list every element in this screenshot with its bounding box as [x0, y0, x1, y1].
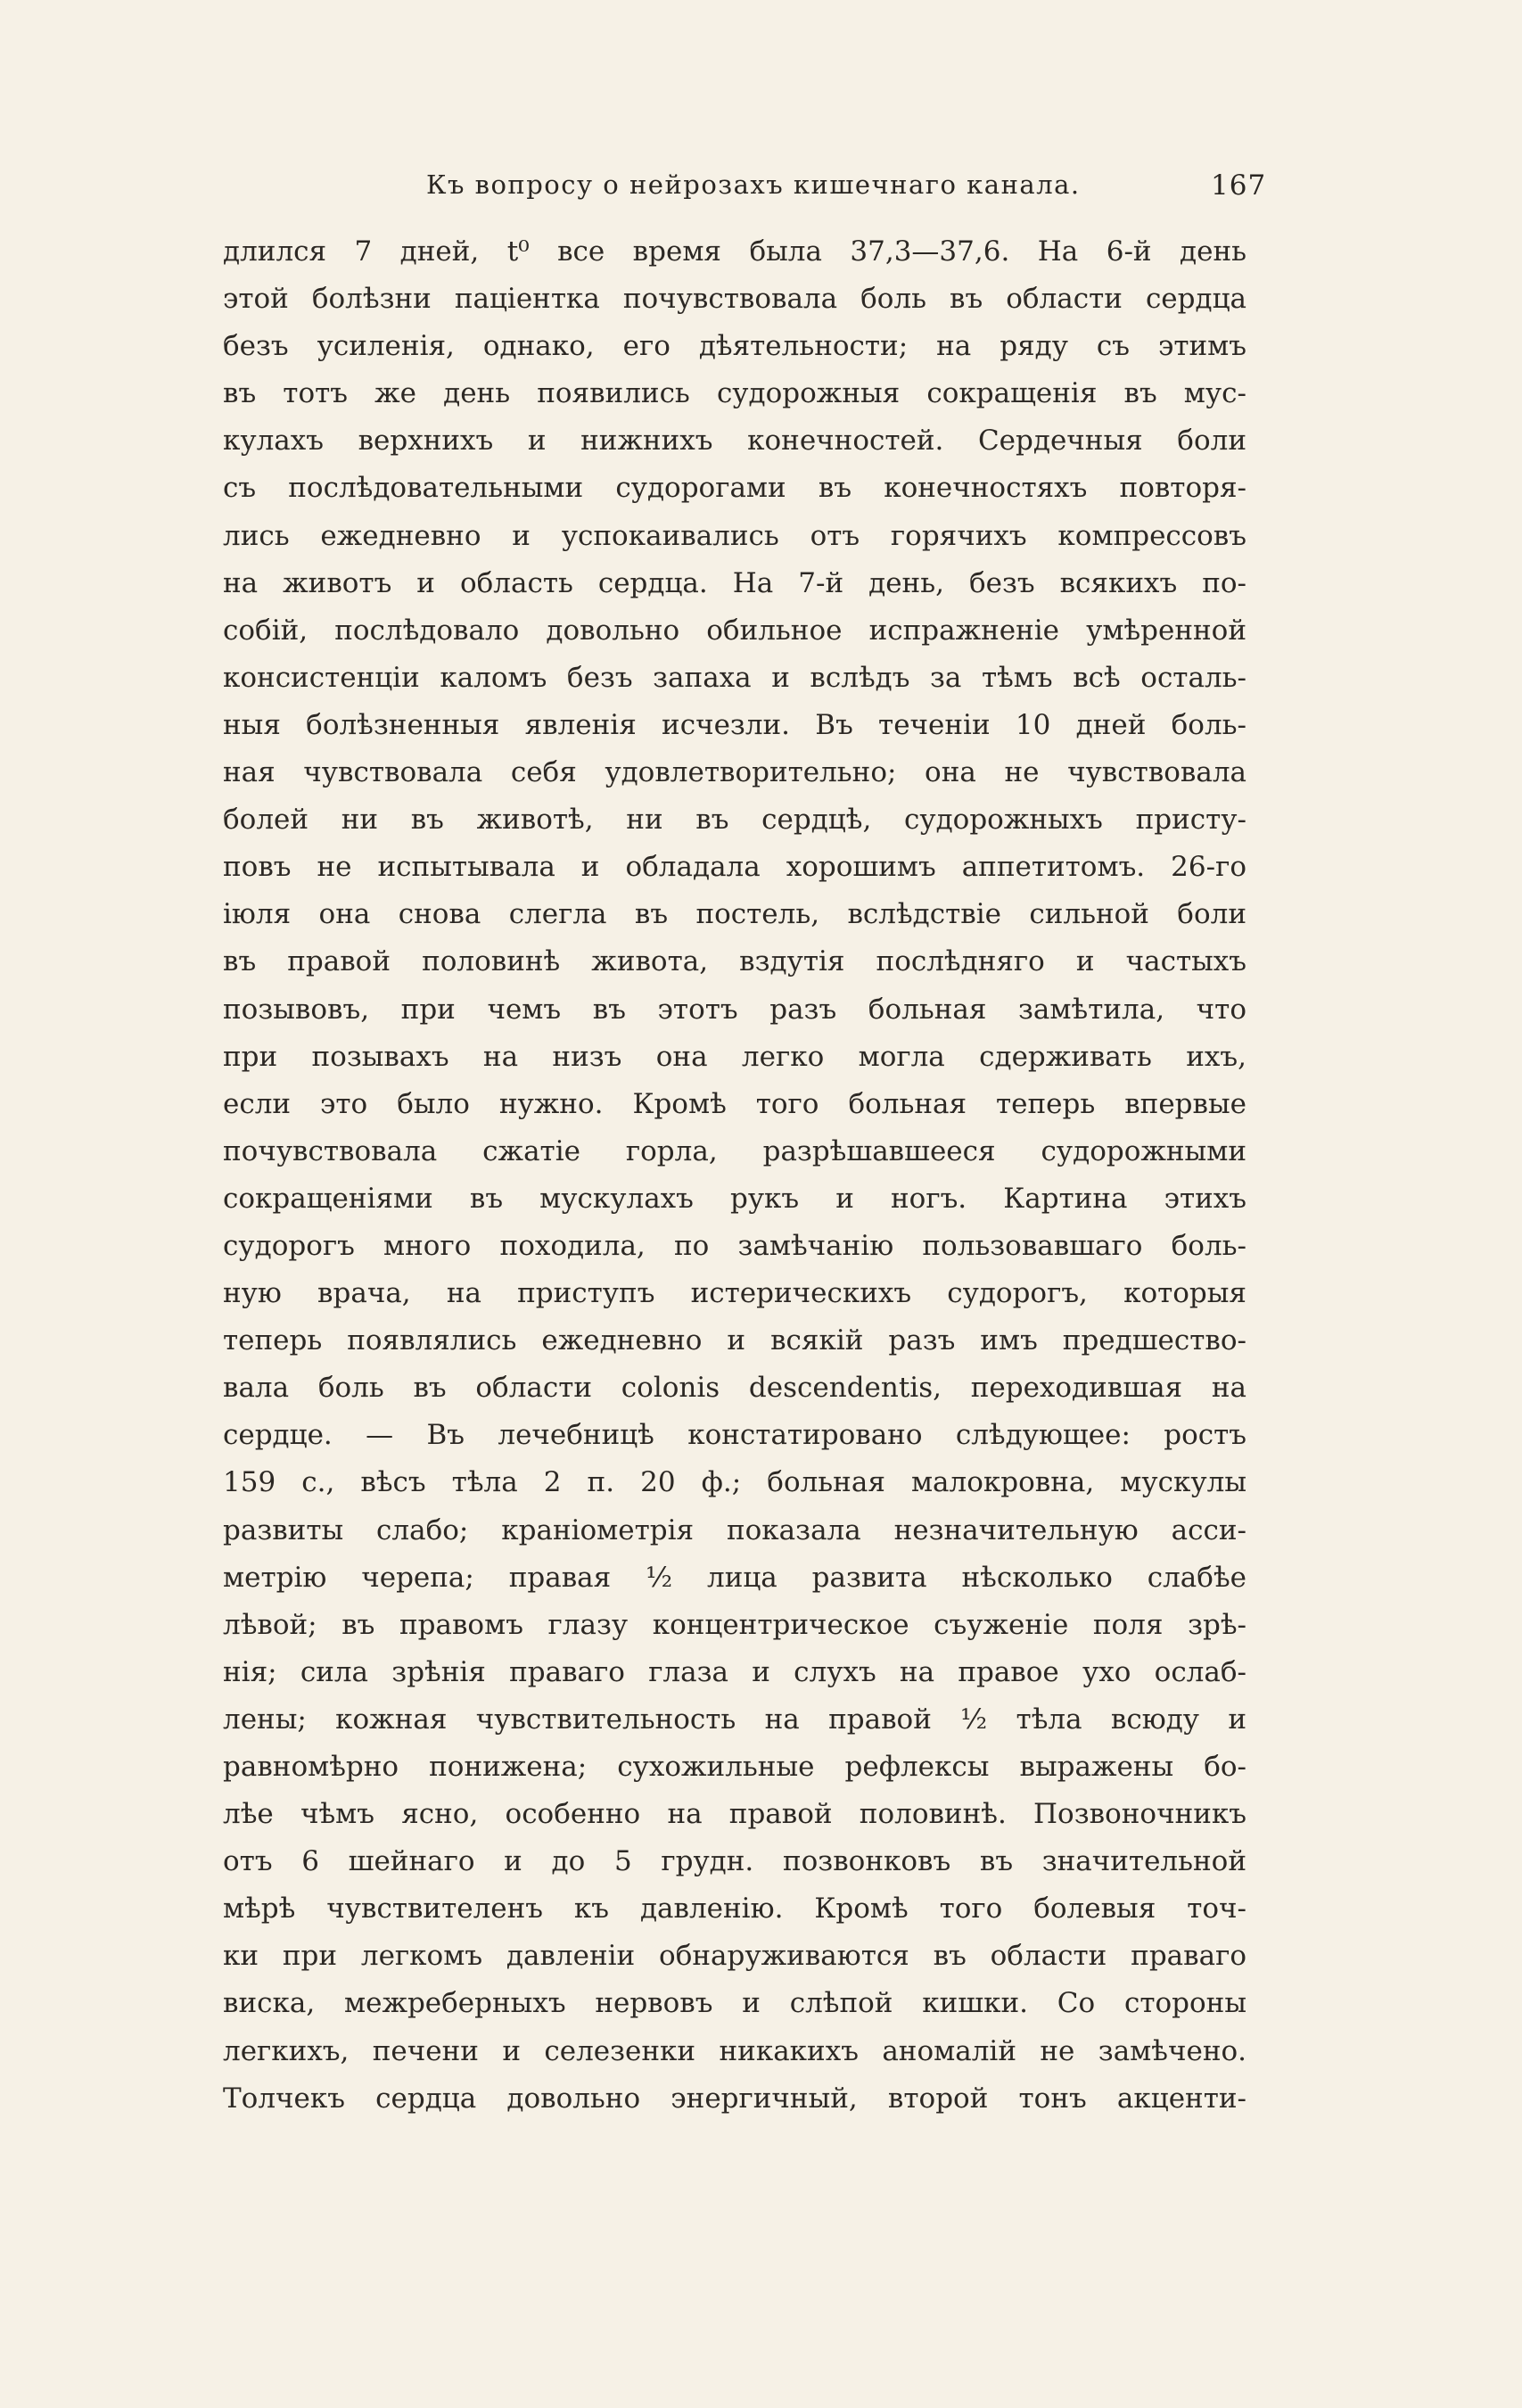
running-head: [0, 169, 1522, 214]
text-line: отъ 6 шейнаго и до 5 грудн. позвонковъ въ значительной: [223, 1845, 1246, 1878]
text-line: кулахъ верхнихъ и нижнихъ конечностей. Сердечныя боли: [223, 425, 1246, 458]
text-line: іюля она снова слегла въ постель, вслѣдствіе сильной боли: [223, 898, 1246, 931]
text-line: съ послѣдовательными судорогами въ конечностяхъ повторя-: [223, 472, 1246, 505]
text-line: этой болѣзни паціентка почувствовала боль въ области сердца: [223, 283, 1246, 316]
text-line: вала боль въ области colonis descendentis, переходившая на: [223, 1372, 1246, 1405]
text-line: повъ не испытывала и обладала хорошимъ аппетитомъ. 26-го: [223, 851, 1246, 884]
text-line: ныя болѣзненныя явленія исчезли. Въ теченіи 10 дней боль-: [223, 708, 1246, 741]
text-line: легкихъ, печени и селезенки никакихъ аномалій не замѣчено.: [223, 2034, 1246, 2067]
text-line: въ правой половинѣ живота, вздутія послѣдняго и частыхъ: [223, 945, 1246, 978]
text-line: теперь появлялись ежедневно и всякій разъ имъ предшество-: [223, 1324, 1246, 1357]
text-line: лѣе чѣмъ ясно, особенно на правой половинѣ. Позвоночникъ: [223, 1798, 1246, 1831]
text-line: ная чувствовала себя удовлетворительно; она не чувствовала: [223, 756, 1246, 789]
page-number: 167: [1211, 169, 1267, 202]
text-line: нія; сила зрѣнія праваго глаза и слухъ на правое ухо ослаб-: [223, 1655, 1246, 1688]
text-line: почувствовала сжатіе горла, разрѣшавшееся судорожными: [223, 1134, 1246, 1167]
text-line: лѣвой; въ правомъ глазу концентрическое съуженіе поля зрѣ-: [223, 1608, 1246, 1641]
text-line: Толчекъ сердца довольно энергичный, второй тонъ акценти-: [223, 2082, 1246, 2115]
text-line: 159 с., вѣсъ тѣла 2 п. 20 ф.; больная малокровна, мускулы: [223, 1466, 1246, 1499]
text-line: консистенціи каломъ безъ запаха и вслѣдъ за тѣмъ всѣ осталь-: [223, 661, 1246, 694]
text-line: позывовъ, при чемъ въ этотъ разъ больная замѣтила, что: [223, 993, 1246, 1026]
text-line: равномѣрно понижена; сухожильные рефлексы выражены бо-: [223, 1751, 1246, 1783]
text-line: безъ усиленія, однако, его дѣятельности; на ряду съ этимъ: [223, 330, 1246, 363]
text-line: ную врача, на приступъ истерическихъ судорогъ, которыя: [223, 1277, 1246, 1310]
text-line: лись ежедневно и успокаивались отъ горячихъ компрессовъ: [223, 519, 1246, 552]
text-line: если это было нужно. Кромѣ того больная теперь впервые: [223, 1087, 1246, 1120]
text-line: собій, послѣдовало довольно обильное испражненіе умѣренной: [223, 614, 1246, 647]
text-line: мѣрѣ чувствителенъ къ давленію. Кромѣ того болевыя точ-: [223, 1893, 1246, 1926]
body-text: [223, 228, 1246, 2123]
text-line: болей ни въ животѣ, ни въ сердцѣ, судорожныхъ присту-: [223, 804, 1246, 837]
running-title: Къ вопросу о нейрозахъ кишечнаго канала.: [426, 169, 1081, 200]
text-line: судорогъ много походила, по замѣчанію пользовавшаго боль-: [223, 1229, 1246, 1262]
text-line: на животъ и область сердца. На 7-й день, безъ всякихъ по-: [223, 566, 1246, 599]
text-line: развиты слабо; краніометрія показала незначительную асси-: [223, 1513, 1246, 1546]
text-line: длился 7 дней, t⁰ все время была 37,3—37,6. На 6-й день: [223, 235, 1246, 268]
text-line: метрію черепа; правая ½ лица развита нѣсколько слабѣе: [223, 1561, 1246, 1594]
text-line: лены; кожная чувствительность на правой ½ тѣла всюду и: [223, 1703, 1246, 1736]
text-line: сокращеніями въ мускулахъ рукъ и ногъ. Картина этихъ: [223, 1182, 1246, 1215]
text-line: въ тотъ же день появились судорожныя сокращенія въ мус-: [223, 377, 1246, 410]
text-line: ки при легкомъ давленіи обнаруживаются въ области праваго: [223, 1940, 1246, 1973]
text-line: при позывахъ на низъ она легко могла сдерживать ихъ,: [223, 1040, 1246, 1073]
text-line: сердце. — Въ лечебницѣ констатировано слѣдующее: ростъ: [223, 1419, 1246, 1452]
text-line: виска, межреберныхъ нервовъ и слѣпой кишки. Со стороны: [223, 1987, 1246, 2020]
